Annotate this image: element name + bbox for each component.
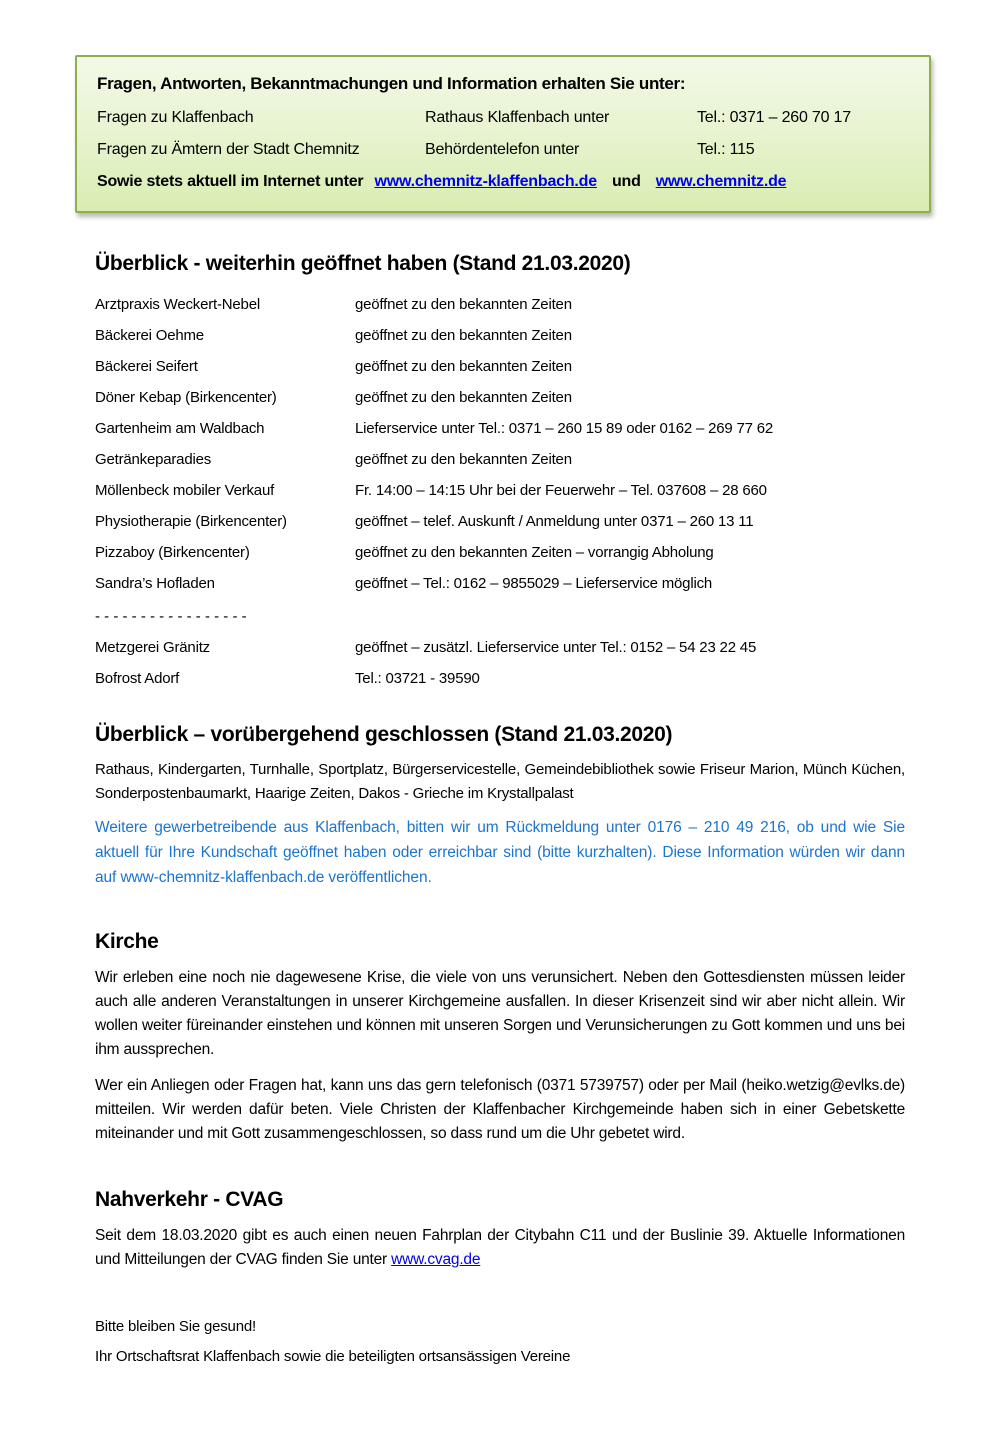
link-cvag[interactable]: www.cvag.de (391, 1251, 481, 1268)
info-row-topic: Fragen zu Klaffenbach (97, 109, 254, 126)
info-box-title: Fragen, Antworten, Bekanntmachungen und Information erhalten Sie unter: (97, 74, 686, 93)
business-row (95, 382, 905, 413)
feedback-notice-paragraph: Weitere gewerbetreibende aus Klaffenbach, bitten wir um Rückmeldung unter 0176 – 210 49 216, ob und wie Sie aktuell für Ihre Kundschaft geöffnet haben oder erreichbar sind (bitte kurzhalten). Diese Information würden wir dann auf www-chemnitz-klaffenbach.de veröffentlichen. (95, 819, 905, 886)
business-name: Arztpraxis Weckert-Nebel (95, 296, 260, 313)
business-status: geöffnet zu den bekannten Zeiten (355, 327, 572, 344)
business-row (95, 351, 905, 382)
link-chemnitz-klaffenbach[interactable]: www.chemnitz-klaffenbach.de (374, 173, 597, 190)
business-name: Bäckerei Seifert (95, 358, 198, 375)
contact-info-box (75, 55, 931, 213)
business-status: geöffnet – telef. Auskunft / Anmeldung unter 0371 – 260 13 11 (355, 513, 754, 530)
business-status: geöffnet zu den bekannten Zeiten (355, 389, 572, 406)
info-row-phone: Tel.: 115 (697, 141, 755, 158)
business-status: geöffnet zu den bekannten Zeiten (355, 358, 572, 375)
business-status: geöffnet – Tel.: 0162 – 9855029 – Lieferservice möglich (355, 575, 713, 592)
business-row (95, 320, 905, 351)
internet-line-conjunction: und (611, 173, 641, 190)
business-row (95, 444, 905, 475)
business-row (95, 289, 905, 320)
business-name: Gartenheim am Waldbach (95, 420, 265, 437)
business-status: geöffnet zu den bekannten Zeiten (355, 296, 572, 313)
business-row (95, 475, 905, 506)
business-row (95, 413, 905, 444)
info-row-contact: Behördentelefon unter (425, 141, 580, 158)
business-status: Tel.: 03721 - 39590 (355, 670, 480, 687)
business-name: Döner Kebap (Birkencenter) (95, 389, 277, 406)
info-row-contact: Rathaus Klaffenbach unter (425, 109, 610, 126)
info-row (97, 109, 909, 127)
internet-line (97, 173, 909, 191)
business-name: Bäckerei Oehme (95, 327, 204, 344)
business-name: Bofrost Adorf (95, 670, 180, 687)
business-status: geöffnet – zusätzl. Lieferservice unter Tel.: 0152 – 54 23 22 45 (355, 639, 757, 656)
business-row (95, 506, 905, 537)
business-name: Sandra’s Hofladen (95, 575, 215, 592)
open-businesses-table (95, 289, 905, 599)
business-status: Lieferservice unter Tel.: 0371 – 260 15 89 oder 0162 – 269 77 62 (355, 420, 774, 437)
info-box-rows (97, 109, 909, 159)
kirche-paragraph-1: Wir erleben eine noch nie dagewesene Krise, die viele von uns verunsichert. Neben den Gottesdiensten müssen leider auch alle anderen Veranstaltungen in unserer Kirchgemeine ausfallen. In dieser Krisenzeit sind wir aber nicht allein. Wir wollen weiter füreinander einstehen und können mit unseren Sorgen und Verunsicherungen zu Gott kommen und uns bei ihm aussprechen. (95, 969, 905, 1058)
business-row (95, 537, 905, 568)
document-body (95, 252, 905, 1365)
business-row (95, 568, 905, 599)
info-row (97, 141, 909, 159)
nahverkehr-text: Seit dem 18.03.2020 gibt es auch einen neuen Fahrplan der Citybahn C11 und der Buslinie 39. Aktuelle Informationen und Mitteilungen der CVAG finden Sie unter (95, 1227, 905, 1268)
footer-stay-healthy: Bitte bleiben Sie gesund! (95, 1318, 256, 1335)
business-row (95, 632, 905, 663)
dashed-divider: - - - - - - - - - - - - - - - - - (95, 608, 247, 625)
business-name: Pizzaboy (Birkencenter) (95, 544, 250, 561)
business-name: Physiotherapie (Birkencenter) (95, 513, 287, 530)
business-name: Möllenbeck mobiler Verkauf (95, 482, 275, 499)
heading-nahverkehr: Nahverkehr - CVAG (95, 1188, 284, 1211)
business-name: Getränkeparadies (95, 451, 212, 468)
info-row-phone: Tel.: 0371 – 260 70 17 (697, 109, 851, 126)
business-row (95, 663, 905, 694)
open-businesses-extra-table (95, 632, 905, 694)
heading-open-overview: Überblick - weiterhin geöffnet haben (Stand 21.03.2020) (95, 252, 631, 275)
footer-signature: Ihr Ortschaftsrat Klaffenbach sowie die beteiligten ortsansässigen Vereine (95, 1348, 571, 1365)
heading-kirche: Kirche (95, 930, 159, 953)
business-status: geöffnet zu den bekannten Zeiten – vorrangig Abholung (355, 544, 714, 561)
kirche-paragraph-2: Wer ein Anliegen oder Fragen hat, kann uns das gern telefonisch (0371 5739757) oder per Mail (heiko.wetzig@evlks.de) mitteilen. Wir werden dafür beten. Viele Christen der Klaffenbacher Kirchgemeinde haben sich in einer Gebetskette miteinander und mit Gott zusammengeschlossen, so dass rund um die Uhr gebetet wird. (95, 1077, 905, 1142)
link-chemnitz[interactable]: www.chemnitz.de (655, 173, 787, 190)
closed-list-paragraph: Rathaus, Kindergarten, Turnhalle, Sportplatz, Bürgerservicestelle, Gemeindebibliothek sowie Friseur Marion, Münch Küchen, Sonderpostenbaumarkt, Haarige Zeiten, Dakos - Grieche im Krystallpalast (95, 761, 905, 802)
business-status: geöffnet zu den bekannten Zeiten (355, 451, 572, 468)
internet-line-prefix: Sowie stets aktuell im Internet unter (97, 173, 364, 190)
info-row-topic: Fragen zu Ämtern der Stadt Chemnitz (97, 141, 360, 158)
heading-closed-overview: Überblick – vorübergehend geschlossen (Stand 21.03.2020) (95, 723, 673, 746)
business-status: Fr. 14:00 – 14:15 Uhr bei der Feuerwehr – Tel. 037608 – 28 660 (355, 482, 767, 499)
business-name: Metzgerei Gränitz (95, 639, 210, 656)
nahverkehr-paragraph (95, 1224, 905, 1272)
